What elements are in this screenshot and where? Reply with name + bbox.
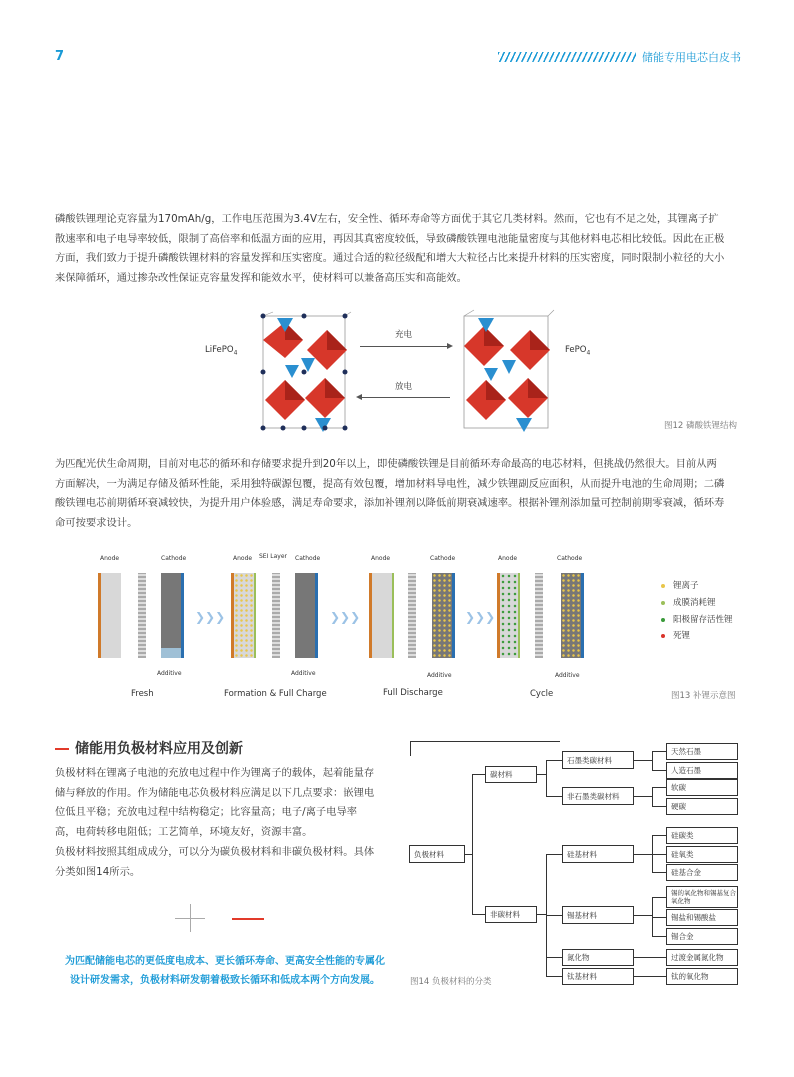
tree-node-graphite: 石墨类碳材料 bbox=[562, 751, 634, 769]
header-hatch-decoration bbox=[498, 52, 636, 62]
formation-cathode bbox=[295, 573, 315, 658]
para2-line: 分类如图14所示。 bbox=[55, 865, 141, 878]
highlight-line: 为匹配储能电芯的更低度电成本、更长循环寿命、更高安全性能的专属化 bbox=[65, 956, 385, 967]
tree-node-nongraphite: 非石墨类碳材料 bbox=[562, 787, 634, 805]
fepo4-label: FePO$_4$ bbox=[565, 345, 591, 357]
discharge-label: 放电 bbox=[395, 382, 413, 392]
tree-connector bbox=[472, 774, 473, 914]
para1-line: 负极材料在锂离子电池的充放电过程中作为锂离子的载体，起着能量存 bbox=[55, 767, 375, 779]
tree-leaf-si-o: 硅氧类 bbox=[666, 846, 738, 863]
fresh-anode-label: Anode bbox=[100, 555, 120, 562]
fresh-cathode-label: Cathode bbox=[161, 555, 187, 562]
cycle-cathode-label: Cathode bbox=[557, 555, 583, 562]
middle-line: 为匹配光伏生命周期，目前对电芯的循环和存储要求提升到20年以上，即使磷酸铁锂是目前循环寿命最高的电芯材料，但挑战仍然很大。目前从两 bbox=[55, 458, 717, 470]
discharge-anode bbox=[372, 573, 392, 658]
intro-line: 散速率和电子电导率较低，限制了高倍率和低温方面的应用，再因其真密度较低，导致磷酸铁锂电池能量密度与其他材料电芯相比较低。因此在正极 bbox=[55, 232, 725, 245]
lifepo4-label: LiFePO$_4$ bbox=[205, 345, 238, 357]
cycle-anode-label: Anode bbox=[498, 555, 518, 562]
discharge-additive-label: Additive bbox=[427, 672, 452, 679]
plus-decoration-vertical bbox=[190, 904, 191, 932]
tree-connector bbox=[652, 806, 666, 807]
cycle-sei-layer bbox=[518, 573, 520, 658]
tree-connector bbox=[634, 760, 652, 761]
highlight-text bbox=[55, 952, 395, 990]
legend-anode-active-lithium: 阳极留存活性锂 bbox=[661, 613, 733, 625]
para1-line: 高，电荷转移电阻低；工艺简单，环境友好，资源丰富。 bbox=[55, 825, 313, 838]
discharge-cathode-current-collector bbox=[452, 573, 455, 658]
chevron-right-icon: ❯❯❯ bbox=[195, 610, 226, 624]
tree-leaf-si-alloy: 硅基合金 bbox=[666, 864, 738, 881]
tree-connector bbox=[634, 957, 666, 958]
middle-paragraph bbox=[55, 455, 745, 533]
fresh-cathode bbox=[161, 573, 181, 658]
section-title: 储能用负极材料应用及创新 bbox=[55, 738, 243, 758]
tree-connector bbox=[652, 770, 666, 771]
tree-root-node: 负极材料 bbox=[409, 845, 465, 863]
tree-connector bbox=[537, 774, 546, 775]
fresh-additive-label: Additive bbox=[157, 670, 182, 677]
tree-connector bbox=[652, 787, 653, 806]
charge-label: 充电 bbox=[395, 330, 413, 340]
tree-connector bbox=[472, 914, 485, 915]
para1-line: 储与释放的作用。作为储能电芯负极材料应满足以下几点要求：嵌锂电 bbox=[55, 786, 375, 799]
tree-leaf-titanium-oxide: 钛的氧化物 bbox=[666, 968, 738, 985]
tree-connector bbox=[634, 915, 652, 916]
cycle-separator bbox=[535, 573, 543, 658]
stage-formation-label: Formation & Full Charge bbox=[224, 689, 327, 699]
legend-dot-icon bbox=[661, 584, 665, 588]
fresh-anode bbox=[101, 573, 121, 658]
tree-leaf-si-c: 硅碳类 bbox=[666, 827, 738, 844]
tree-connector bbox=[652, 917, 666, 918]
formation-cathode-label: Cathode bbox=[295, 555, 321, 562]
tree-connector bbox=[537, 914, 546, 915]
discharge-arrow bbox=[362, 397, 450, 398]
chevron-right-icon: ❯❯❯ bbox=[465, 610, 496, 624]
cycle-cathode-current-collector bbox=[581, 573, 584, 658]
formation-separator bbox=[272, 573, 280, 658]
legend-dead-lithium: 死锂 bbox=[661, 629, 690, 641]
tree-connector bbox=[634, 976, 666, 977]
tree-connector bbox=[652, 751, 666, 752]
tree-leaf-tin-salt: 锡盐和锡酸盐 bbox=[666, 909, 738, 926]
title-dash-decoration bbox=[55, 748, 69, 750]
tree-connector bbox=[546, 976, 562, 977]
intro-paragraph bbox=[55, 210, 745, 288]
tree-connector bbox=[652, 872, 666, 873]
red-dash-decoration bbox=[232, 918, 264, 920]
discharge-sei-layer bbox=[392, 573, 394, 658]
tree-connector bbox=[652, 897, 666, 898]
tree-connector bbox=[546, 760, 547, 796]
tree-connector bbox=[546, 854, 562, 855]
tree-node-nitride: 氮化物 bbox=[562, 949, 634, 966]
fig13-caption: 图13 补锂示意图 bbox=[671, 691, 736, 701]
tree-leaf-natural-graphite: 天然石墨 bbox=[666, 743, 738, 760]
tree-connector bbox=[652, 854, 666, 855]
legend-lithium-ion: 锂离子 bbox=[661, 579, 699, 591]
legend-dot-icon bbox=[661, 618, 665, 622]
tree-leaf-tin-alloy: 锡合金 bbox=[666, 928, 738, 945]
chevron-right-icon: ❯❯❯ bbox=[330, 610, 361, 624]
tree-leaf-hard-carbon: 硬碳 bbox=[666, 798, 738, 815]
sei-layer-label: SEI Layer bbox=[259, 553, 288, 560]
tree-connector bbox=[652, 751, 653, 770]
section-paragraph-2 bbox=[55, 843, 395, 882]
middle-line: 酸铁锂电芯前期循环衰减较快，为提升用户体验感，满足寿命要求，添加补锂剂以降低前期衰减速率。根据补锂剂添加量可控制前期零衰减，循环寿 bbox=[55, 497, 725, 509]
formation-anode-label: Anode bbox=[233, 555, 253, 562]
tree-connector bbox=[546, 957, 562, 958]
tree-connector bbox=[546, 760, 562, 761]
tree-leaf-tin-oxide: 锡的氧化物和锡基复合氧化物 bbox=[666, 886, 738, 908]
fresh-separator bbox=[138, 573, 146, 658]
discharge-anode-label: Anode bbox=[371, 555, 391, 562]
discharge-separator bbox=[408, 573, 416, 658]
tree-connector bbox=[465, 854, 472, 855]
document-title: 储能专用电芯白皮书 bbox=[642, 51, 741, 64]
tree-connector bbox=[546, 915, 562, 916]
tree-connector bbox=[634, 854, 652, 855]
legend-dot-icon bbox=[661, 634, 665, 638]
stage-cycle-label: Cycle bbox=[530, 689, 554, 699]
tree-node-noncarbon: 非碳材料 bbox=[485, 906, 537, 923]
formation-additive-label: Additive bbox=[291, 670, 316, 677]
fig14-caption: 图14 负极材料的分类 bbox=[410, 977, 492, 987]
tree-connector bbox=[652, 787, 666, 788]
formation-cathode-current-collector bbox=[315, 573, 318, 658]
para1-line: 位低且平稳；充放电过程中结构稳定；比容量高；电子/离子电导率 bbox=[55, 806, 358, 818]
tree-node-carbon: 碳材料 bbox=[485, 766, 537, 783]
intro-line: 方面，我们致力于提升磷酸铁锂材料的容量发挥和压实密度。通过合适的粒径级配和增大大粒径占比来提升材料的压实密度，同时限制小粒径的大小 bbox=[55, 252, 725, 264]
tree-top-rule-left bbox=[410, 741, 411, 756]
fepo4-crystal-structure bbox=[458, 308, 558, 433]
para2-line: 负极材料按照其组成成分，可以分为碳负极材料和非碳负极材料。具体 bbox=[55, 846, 375, 858]
tree-connector bbox=[546, 796, 562, 797]
tree-leaf-artificial-graphite: 人造石墨 bbox=[666, 762, 738, 779]
tree-connector bbox=[652, 936, 666, 937]
tree-node-titanium: 钛基材料 bbox=[562, 968, 634, 985]
charge-arrowhead-icon bbox=[447, 343, 453, 349]
cycle-anode bbox=[500, 573, 518, 658]
middle-line: 方面解决，一为满足存储及循环性能，采用独特碳源包覆，提高有效包覆，增加材料导电性，减少铁锂副反应面积，从而提升电池的生命周期；二磷 bbox=[55, 477, 725, 490]
tree-connector bbox=[634, 796, 652, 797]
sei-layer bbox=[254, 573, 256, 658]
discharge-arrowhead-icon bbox=[356, 394, 362, 400]
tree-node-tin: 锡基材料 bbox=[562, 906, 634, 924]
lifepo4-crystal-structure bbox=[255, 310, 355, 435]
tree-node-silicon: 硅基材料 bbox=[562, 845, 634, 863]
section-paragraph-1 bbox=[55, 764, 395, 842]
tree-connector bbox=[472, 774, 485, 775]
middle-line: 命可按要求设计。 bbox=[55, 516, 138, 529]
charge-arrow bbox=[360, 346, 450, 347]
intro-line: 来保障循环，通过掺杂改性保证克容量发挥和能效水平，使材料可以兼备高压实和高能效。 bbox=[55, 271, 467, 284]
legend-dot-icon bbox=[661, 601, 665, 605]
tree-leaf-soft-carbon: 软碳 bbox=[666, 779, 738, 796]
formation-anode bbox=[234, 573, 254, 658]
highlight-line: 设计研发需求，负极材料研发朝着极致长循环和低成本两个方向发展。 bbox=[70, 975, 380, 986]
fig12-caption: 图12 磷酸铁锂结构 bbox=[664, 421, 738, 431]
discharge-cathode bbox=[432, 573, 452, 658]
tree-connector bbox=[652, 835, 666, 836]
fresh-cathode-current-collector bbox=[181, 573, 184, 658]
cycle-additive-label: Additive bbox=[555, 672, 580, 679]
tree-leaf-transition-metal-nitride: 过渡金属氮化物 bbox=[666, 949, 738, 966]
stage-fresh-label: Fresh bbox=[131, 689, 154, 699]
tree-top-rule bbox=[410, 741, 560, 742]
page-number: 7 bbox=[55, 49, 65, 64]
legend-film-consumed-lithium: 成膜消耗锂 bbox=[661, 596, 716, 608]
cycle-cathode bbox=[561, 573, 581, 658]
fresh-additive-region bbox=[161, 648, 181, 658]
stage-discharge-label: Full Discharge bbox=[383, 688, 443, 698]
intro-line: 磷酸铁锂理论克容量为170mAh/g，工作电压范围为3.4V左右，安全性、循环寿命等方面优于其它几类材料。然而，它也有不足之处，其锂离子扩 bbox=[55, 213, 719, 225]
discharge-cathode-label: Cathode bbox=[430, 555, 456, 562]
